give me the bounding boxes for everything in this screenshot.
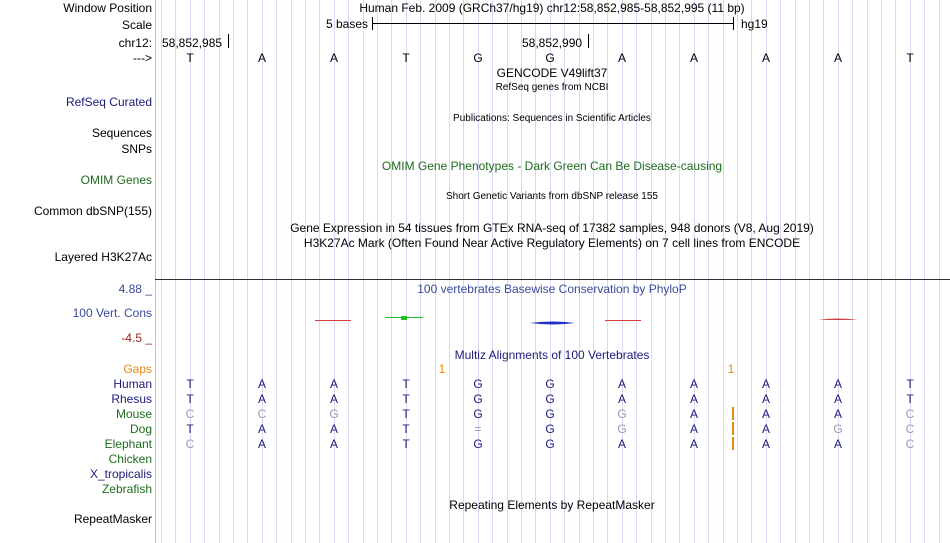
species-label[interactable]: Chicken (108, 452, 152, 466)
gridline (780, 0, 781, 543)
gridline (823, 0, 824, 543)
phylop-bar-3 (401, 316, 407, 320)
gridline (723, 0, 724, 543)
gridline (651, 0, 652, 543)
gencode-track-title[interactable]: GENCODE V49lift37 (496, 66, 608, 80)
alignment-base: A (689, 407, 698, 421)
sequence-base: A (329, 51, 338, 65)
gtex-track-title[interactable]: Gene Expression in 54 tissues from GTEx RNA-seq of 17382 samples, 948 donors (V8, Aug 2019) (290, 221, 814, 235)
sequence-base: A (257, 51, 266, 65)
gridline (276, 0, 277, 543)
coord-mid: 58,852,990 (522, 36, 583, 50)
gridline (406, 0, 407, 543)
alignment-base: C (257, 407, 267, 421)
alignment-base: A (257, 377, 266, 391)
gridline (435, 0, 436, 543)
alignment-base: G (473, 392, 483, 406)
gridline (751, 0, 752, 543)
alignment-base: A (329, 422, 338, 436)
gridline (247, 0, 248, 543)
alignment-base: A (833, 377, 842, 391)
scale-bar-right-tick (733, 17, 734, 30)
alignment-base: G (329, 407, 339, 421)
alignment-base: = (474, 422, 482, 436)
alignment-base: C (905, 407, 915, 421)
alignment-base: C (185, 407, 195, 421)
phylop-track-title[interactable]: 100 vertebrates Basewise Conservation by PhyloP (417, 282, 687, 296)
gridline (463, 0, 464, 543)
multiz-track-title[interactable]: Multiz Alignments of 100 Vertebrates (454, 348, 650, 362)
alignment-base: A (761, 377, 770, 391)
sequence-base: G (545, 51, 555, 65)
gridline (895, 0, 896, 543)
alignment-base: A (257, 422, 266, 436)
gridline (795, 0, 796, 543)
gridline (391, 0, 392, 543)
species-label[interactable]: Mouse (115, 407, 152, 421)
alignment-base: A (329, 437, 338, 451)
alignment-base: A (761, 437, 770, 451)
alignment-base: G (617, 422, 627, 436)
gridline (305, 0, 306, 543)
gridline (319, 0, 320, 543)
alignment-base: A (617, 377, 626, 391)
gridline (867, 0, 868, 543)
gridline (204, 0, 205, 543)
omim-track-label[interactable]: OMIM Genes (80, 173, 152, 187)
gridline (348, 0, 349, 543)
label-gutter-divider (155, 0, 156, 543)
dbsnp-track-label[interactable]: Common dbSNP(155) (33, 204, 152, 218)
gridline (291, 0, 292, 543)
sequence-base: T (186, 51, 194, 65)
alignment-base: C (185, 437, 195, 451)
coord-mid-tick (588, 34, 589, 48)
gridline (478, 0, 479, 543)
gridline (377, 0, 378, 543)
gridline (175, 0, 176, 543)
alignment-base: A (257, 392, 266, 406)
alignment-base: A (761, 407, 770, 421)
gridline (665, 0, 666, 543)
phylop-bar-4 (530, 322, 575, 325)
coord-left: 58,852,985 (162, 36, 223, 50)
alignment-base: A (689, 422, 698, 436)
species-label[interactable]: Rhesus (111, 392, 152, 406)
gridline (233, 0, 234, 543)
alignment-base: G (545, 407, 555, 421)
phylop-graph (155, 310, 950, 330)
alignment-base: A (833, 437, 842, 451)
sequence-base: A (761, 51, 770, 65)
alignment-base: C (905, 437, 915, 451)
mouse-gap-bar (732, 407, 734, 420)
alignment-base: T (402, 407, 410, 421)
sequences-track-label[interactable]: Sequences (91, 126, 152, 140)
gridline (334, 0, 335, 543)
gridline (838, 0, 839, 543)
sequence-base: A (617, 51, 626, 65)
alignment-base: A (689, 377, 698, 391)
alignment-base: G (833, 422, 843, 436)
gridline (622, 0, 623, 543)
repeatmasker-track-title[interactable]: Repeating Elements by RepeatMasker (449, 498, 655, 512)
gridline (737, 0, 738, 543)
gridline (910, 0, 911, 543)
alignment-base: T (186, 392, 194, 406)
strand-label: ---> (133, 51, 152, 65)
gridline (809, 0, 810, 543)
gridline (679, 0, 680, 543)
sequence-base: G (473, 51, 483, 65)
gridline (363, 0, 364, 543)
alignment-base: A (761, 392, 770, 406)
alignment-base: G (473, 437, 483, 451)
dog-gap-bar (732, 422, 734, 435)
repeatmasker-track-label[interactable]: RepeatMasker (73, 512, 152, 526)
dbsnp-track-title[interactable]: Short Genetic Variants from dbSNP release 155 (446, 191, 658, 202)
alignment-base: A (833, 392, 842, 406)
alignment-base: G (473, 407, 483, 421)
gridline (449, 0, 450, 543)
gridline (766, 0, 767, 543)
alignment-base: G (617, 407, 627, 421)
scale-bases-text: 5 bases (325, 17, 368, 31)
alignment-base: T (186, 377, 194, 391)
species-label[interactable]: Zebrafish (101, 482, 152, 496)
h3k27ac-track-title[interactable]: H3K27Ac Mark (Often Found Near Active Regulatory Elements) on 7 cell lines from ENCODE (303, 236, 801, 250)
gap-count-1: 1 (438, 362, 446, 376)
sequence-base: A (833, 51, 842, 65)
track-group-divider (155, 279, 950, 280)
alignment-base: G (545, 392, 555, 406)
gridline (924, 0, 925, 543)
alignment-base: A (329, 392, 338, 406)
phylop-bar-5 (605, 320, 641, 321)
gap-count-2: 1 (727, 362, 735, 376)
alignment-base: G (473, 377, 483, 391)
gridline (492, 0, 493, 543)
gridline (694, 0, 695, 543)
alignment-base: T (186, 422, 194, 436)
gridline (161, 0, 162, 543)
alignment-base: A (689, 392, 698, 406)
phylop-bar-6 (818, 319, 858, 321)
alignment-base: T (402, 422, 410, 436)
scale-assembly: hg19 (741, 17, 768, 31)
alignment-base: G (545, 437, 555, 451)
gridline (852, 0, 853, 543)
alignment-base: T (402, 392, 410, 406)
alignment-base: A (329, 377, 338, 391)
refseq-track-label[interactable]: RefSeq Curated (65, 95, 152, 109)
phylop-track-label[interactable]: 100 Vert. Cons (72, 306, 152, 320)
gridline (190, 0, 191, 543)
species-label[interactable]: Dog (129, 422, 152, 436)
alignment-base: A (833, 407, 842, 421)
alignment-base: T (402, 437, 410, 451)
gridline (939, 0, 940, 543)
elephant-gap-bar (732, 437, 734, 450)
alignment-base: A (617, 437, 626, 451)
phylop-min-label: -4.5 _ (121, 331, 152, 345)
refseq-track-title[interactable]: RefSeq genes from NCBI (495, 82, 609, 93)
sequence-base: T (402, 51, 410, 65)
alignment-base: G (545, 422, 555, 436)
phylop-bar-1 (315, 320, 351, 321)
alignment-base: A (761, 422, 770, 436)
alignment-base: A (689, 437, 698, 451)
alignment-base: G (545, 377, 555, 391)
window-position-label: Window Position (63, 1, 152, 15)
gridline (881, 0, 882, 543)
species-label[interactable]: Human (113, 377, 152, 391)
species-label[interactable]: Elephant (104, 437, 152, 451)
coord-left-tick (228, 34, 229, 48)
species-label[interactable]: X_tropicalis (89, 467, 152, 481)
chrom-label: chr12: (118, 36, 152, 50)
omim-track-title[interactable]: OMIM Gene Phenotypes - Dark Green Can Be Disease-causing (381, 159, 723, 173)
alignment-base: C (905, 422, 915, 436)
sequence-base: A (689, 51, 698, 65)
snps-track-label[interactable]: SNPs (121, 142, 152, 156)
scale-label: Scale (121, 18, 152, 32)
gridline (262, 0, 263, 543)
phylop-max-label: 4.88 _ (118, 282, 152, 296)
sequence-base: T (906, 51, 914, 65)
alignment-base: T (906, 392, 914, 406)
gridline (420, 0, 421, 543)
gridline (219, 0, 220, 543)
gridline (636, 0, 637, 543)
scale-bar (372, 23, 734, 24)
alignment-base: T (906, 377, 914, 391)
gaps-label: Gaps (123, 362, 152, 376)
publications-track-title[interactable]: Publications: Sequences in Scientific Articles (453, 113, 651, 124)
h3k27ac-track-label[interactable]: Layered H3K27Ac (54, 250, 152, 264)
alignment-base: A (257, 437, 266, 451)
window-position-text: Human Feb. 2009 (GRCh37/hg19) chr12:58,852,985-58,852,995 (11 bp) (359, 1, 745, 15)
alignment-base: A (617, 392, 626, 406)
alignment-base: T (402, 377, 410, 391)
gridline (708, 0, 709, 543)
